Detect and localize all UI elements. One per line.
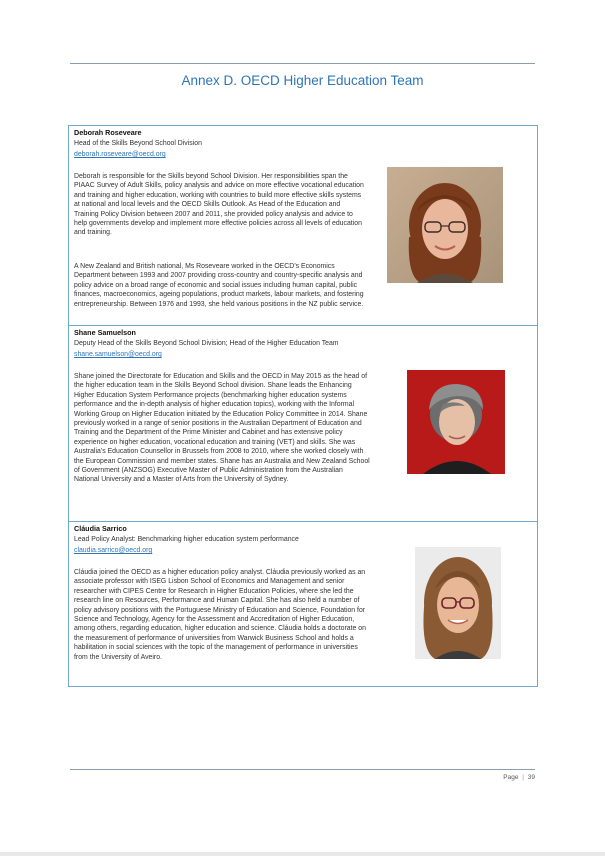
footer-rule: [70, 769, 535, 770]
team-member-row: [69, 126, 537, 325]
member-bio-paragraph: Deborah is responsible for the Skills beyond School Division. Her responsibilities span the PIAAC Survey of Adult Skills, policy analysis and advice on more effective vocational education and training and higher education, working with countries to build more effective skills systems at national and local levels and the OECD Skills Outlook. As Head of the Education and Training Policy Division between 2007 and 2011, she provided policy analysis and advice to help governments develop and implement more effective policies across all levels of education and training.: [74, 173, 364, 237]
team-member-row: [69, 521, 537, 688]
member-photo: [415, 547, 501, 659]
page-separator: |: [522, 774, 524, 781]
member-email-link[interactable]: deborah.roseveare@oecd.org: [74, 151, 166, 158]
page-bottom-edge: [0, 852, 605, 856]
page-number: [503, 774, 535, 781]
member-name: Cláudia Sarrico: [74, 524, 127, 533]
member-name: Shane Samuelson: [74, 328, 136, 337]
member-role: Lead Policy Analyst: Benchmarking higher education system performance: [74, 536, 299, 543]
team-table: [68, 125, 538, 687]
member-name: Deborah Roseveare: [74, 128, 142, 137]
header-rule: [70, 63, 535, 64]
member-bio-paragraph: Shane joined the Directorate for Education and Skills and the OECD in May 2015 as the head of the higher education team in the Skills Beyond School division. Shane leads the Enhancing Higher Education System Performance projects (benchmarking higher education systems performance and the in-depth analysis of higher education topics), working with the Informal Working Group on Higher Education initiated by the Education Policy Committee in 2014. Shane previously worked in a range of senior positions in the Australian Department of Education and Training and the Department of the Prime Minister and Cabinet and has extensive policy experience on higher education, vocational education and training (VET) and skills. She was Australia’s Education Counsellor in Brussels from 2008 to 2010, where she worked closely with the European Commission and member states. Shane has an Australia and New Zealand School of Government (ANZSOG) Executive Master of Public Administration from the Australian National University and a Master of Arts from the University of Sydney.: [74, 373, 370, 484]
member-bio-paragraph: Cláudia joined the OECD as a higher education policy analyst. Cláudia previously worked as an associate professor with ISEG Lisbon School of Economics and Management and senior researcher with CIPES Centre for Research in Higher Education Policies, where she led the research line on Resources, Performance and Human Capital. She has also held a number of policy advisory positions with the Portuguese Ministry of Education and Science, Foundation for Science and Technology, Agency for the Assessment and Accreditation of Higher Education, among others, regarding education, higher education and science. Cláudia holds a doctorate on the measurement of performance of universities from Warwick Business School and holds a habilitation in social sciences with the topic of the management of performance in universities from the University of Aveiro.: [74, 569, 366, 661]
member-email-link[interactable]: claudia.sarrico@oecd.org: [74, 547, 153, 554]
page-number-value: 39: [527, 774, 535, 781]
team-member-row: [69, 325, 537, 522]
member-role: Head of the Skills Beyond School Division: [74, 140, 202, 147]
page-title: Annex D. OECD Higher Education Team: [181, 73, 424, 88]
member-bio-paragraph: A New Zealand and British national, Ms Roseveare worked in the OECD’s Economics Department between 1993 and 2007 providing cross-country and country-specific analysis and policy advice on a broad range of economic and social issues including human capital, public finances, macroeconomics, ageing populations, product markets, labour markets, and fostering entrepreneurship. Between 1976 and 1993, she held various positions in the NZ public service.: [74, 263, 364, 308]
page-label: Page: [503, 774, 519, 781]
member-photo: [387, 167, 503, 283]
member-email-link[interactable]: shane.samuelson@oecd.org: [74, 351, 162, 358]
member-role: Deputy Head of the Skills Beyond School Division; Head of the Higher Education Team: [74, 340, 339, 347]
member-photo: [407, 370, 505, 474]
